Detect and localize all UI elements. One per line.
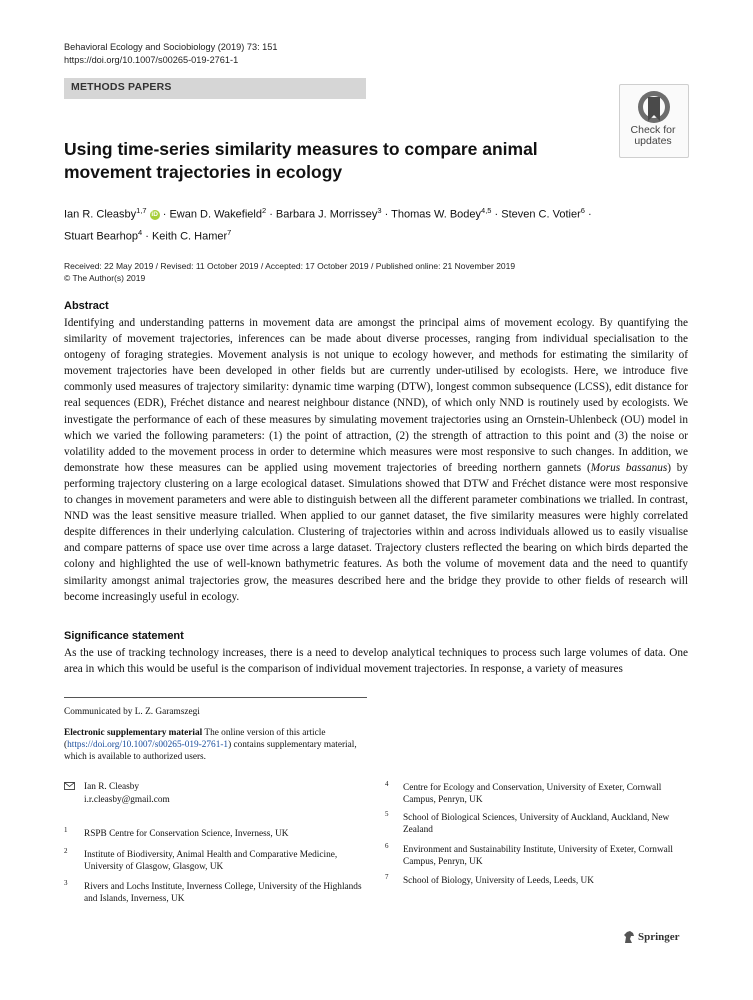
affiliation: RSPB Centre for Conservation Science, Inverness, UK	[84, 829, 289, 839]
author-affil: 4,5	[481, 206, 492, 215]
author-affil: 7	[227, 227, 232, 237]
contact-email[interactable]: i.r.cleasby@gmail.com	[84, 795, 170, 805]
abstract-part-2: ) by performing trajectory clustering on a large ecological dataset. Simulations showed that DTW and Fréchet distance were most responsive to changes in movement parameters and were able to distinguish between all the different parameter combinations we trialled. In contrast, NND was the least sensitive measure trialled. When applied to our gannet dataset, the five similarity measures were highly correlated despite differences in their underlying calculation. Clustering of trajectories within and across individuals allowed us to easily visualise and compare patterns of space use over time across a large dataset. Trajectory clusters reflected the bearing on which birds departed the colony and highlighted the use of well-known bathymetric features. As both the volume of movement data and the need to quantify similarity amongst animal trajectories grow, the measures described here and the bridge they provide to other fields of research will become increasingly useful in ecology.	[64, 461, 689, 603]
author-name[interactable]: Steven C. Votier	[501, 208, 581, 221]
esm-text-1: The online version of this article (	[64, 728, 326, 750]
esm-text-2: ) contains supplementary material, which is available to authorized users.	[64, 740, 357, 762]
badge-line-1: Check for	[630, 124, 676, 136]
author-affil: 2	[261, 206, 267, 215]
author-name[interactable]: Ewan D. Wakefield	[169, 208, 262, 221]
affil-number: 5	[385, 810, 389, 818]
esm-link[interactable]: https://doi.org/10.1007/s00265-019-2761-1	[67, 740, 229, 750]
footnote-divider	[64, 697, 367, 698]
affil-number: 3	[64, 879, 68, 887]
significance-text: As the use of tracking technology increases, there is a need to develop analytical techniques to process such large volumes of data. One area in which this would be useful is the comparison of individual movement trajectories. In response, a variety of measures	[64, 647, 688, 676]
affiliation: Environment and Sustainability Institute, University of Exeter, Cornwall Campus, Penryn, UK	[403, 845, 673, 868]
affiliation: Rivers and Lochs Institute, Inverness College, University of the Highlands and Islands, Inverness, UK	[84, 882, 362, 905]
abstract-text	[64, 315, 688, 605]
author-name[interactable]: Barbara J. Morrissey	[275, 208, 378, 221]
author-name[interactable]: Stuart Bearhop	[64, 230, 138, 243]
affiliation: School of Biology, University of Leeds, Leeds, UK	[403, 876, 594, 886]
affil-number: 7	[385, 873, 389, 881]
esm-note	[64, 727, 369, 763]
author-name[interactable]: Thomas W. Bodey	[391, 208, 482, 221]
journal-citation: Behavioral Ecology and Sociobiology (2019) 73: 151	[64, 42, 278, 52]
affil-number: 4	[385, 780, 389, 788]
contact-name: Ian R. Cleasby	[84, 782, 139, 792]
orcid-icon[interactable]: iD	[151, 210, 158, 218]
esm-label: Electronic supplementary material	[64, 728, 203, 738]
check-for-updates-label	[619, 125, 687, 147]
author-affil: 4	[138, 227, 143, 237]
species-name: Morus bassanus	[590, 461, 668, 474]
author-name[interactable]: Keith C. Hamer	[151, 230, 228, 243]
envelope-icon	[64, 782, 75, 790]
abstract-heading: Abstract	[64, 300, 109, 312]
affiliation: Centre for Ecology and Conservation, University of Exeter, Cornwall Campus, Penryn, UK	[403, 783, 662, 806]
publication-dates: Received: 22 May 2019 / Revised: 11 October 2019 / Accepted: 17 October 2019 / Published online: 21 November 2019	[64, 261, 516, 271]
section-label: METHODS PAPERS	[71, 81, 172, 93]
badge-line-2: updates	[634, 135, 672, 147]
affiliation: School of Biological Sciences, University of Auckland, Auckland, New Zealand	[403, 813, 670, 836]
significance-heading: Significance statement	[64, 630, 184, 642]
publisher-logo: Springer	[638, 931, 680, 943]
doi-link[interactable]: https://doi.org/10.1007/s00265-019-2761-1	[64, 55, 239, 65]
author-affil: 6	[580, 206, 585, 215]
author-affil: 1,7	[136, 206, 147, 215]
affil-number: 2	[64, 847, 68, 855]
bookmark-icon	[620, 87, 688, 127]
copyright-notice: © The Author(s) 2019	[64, 273, 146, 283]
author-affil: 3	[377, 206, 382, 215]
communicated-by: Communicated by L. Z. Garamszegi	[64, 707, 200, 717]
author-list: Ian R. Cleasby$^{1,7}$ iD · Ewan D. Wakefield$^2$ · Barbara J. Morrissey$^3$ · Thomas W. Bodey$^{4,5}$ · Steven C. Votier$^6$ · Stuart Bearhop$^4$ · Keith C. Hamer$^7$	[64, 206, 592, 243]
author-name[interactable]: Ian R. Cleasby	[64, 208, 137, 221]
affil-number: 6	[385, 842, 389, 850]
affil-number: 1	[64, 826, 68, 834]
affiliation: Institute of Biodiversity, Animal Health and Comparative Medicine, University of Glasgow, Glasgow, UK	[84, 850, 338, 873]
abstract-part-1: Identifying and understanding patterns in movement data are amongst the principal aims of movement ecology. By quantifying the similarity of movement trajectories, inferences can be made about diverse processes, ranging from individual specialisation to the ontogeny of foraging strategies. Movement analysis is not unique to ecology however, and methods for estimating the similarity of movement trajectories have been developed in other fields but are currently under-utilised by ecologists. Here, we introduce five commonly used measures of trajectory similarity: dynamic time warping (DTW), longest common subsequence (LCSS), edit distance for real sequences (EDR), Fréchet distance and nearest neighbour distance (NND), of which only NND is routinely used by ecologists. We investigate the performance of each of these measures by simulating movement trajectories using an Ornstein-Uhlenbeck (OU) model in which we varied the following parameters: (1) the point of attraction, (2) the strength of attraction to this point and (3) the noise or volatility added to the movement process in order to determine which measures were most responsive to such changes. In addition, we demonstrate how these measures can be applied using movement trajectories of breeding northern gannets (	[64, 317, 688, 474]
springer-horse-icon	[622, 930, 636, 944]
article-title: Using time-series similarity measures to compare animal movement trajectories in ecology	[64, 139, 538, 182]
